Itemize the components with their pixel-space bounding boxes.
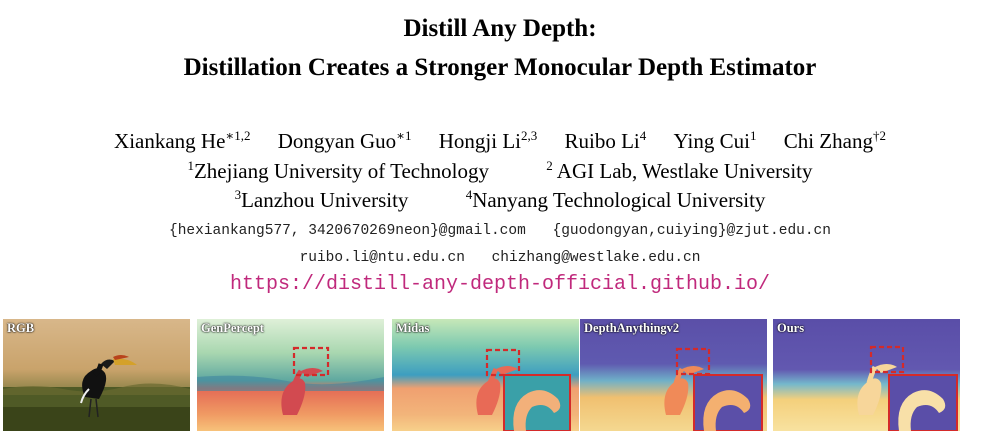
panel-label: RGB <box>7 321 35 335</box>
panel-label: Ours <box>777 321 805 335</box>
affiliation <box>546 158 812 184</box>
paper-title-line-1: Distill Any Depth: <box>403 15 597 42</box>
panel-label: GenPercept <box>201 321 264 335</box>
email-address[interactable]: {hexiankang577, 3420670269neon}@gmail.com <box>169 223 526 239</box>
affiliation-name: Zhejiang University of Technology <box>193 159 489 183</box>
affiliation-line-1 <box>0 158 1000 184</box>
affiliation-mark: 3 <box>234 187 242 202</box>
author-affiliation-mark: 2,3 <box>521 128 538 143</box>
affiliation-name: Nanyang Technological University <box>472 188 766 212</box>
panel-label: DepthAnythingv2 <box>584 321 680 335</box>
author-affiliation-mark: ∗1 <box>396 128 412 143</box>
author-affiliation-mark: †2 <box>872 128 886 143</box>
author-name: Ying Cui <box>673 129 750 153</box>
author-list <box>0 128 1000 154</box>
author-affiliation-mark: 4 <box>639 128 647 143</box>
affiliation <box>235 187 409 213</box>
affiliation-name: AGI Lab, Westlake University <box>552 159 813 183</box>
affiliation-mark: 1 <box>187 158 194 173</box>
affiliation-mark: 4 <box>465 187 473 202</box>
email-address[interactable]: chizhang@westlake.edu.cn <box>491 250 701 266</box>
paper-title-line-2: Distillation Creates a Stronger Monocular Depth Estimator <box>183 54 817 81</box>
author <box>565 128 647 154</box>
author <box>439 128 538 154</box>
email-line-1 <box>0 222 1000 240</box>
author <box>674 128 757 154</box>
author <box>784 128 886 154</box>
email-address[interactable]: {guodongyan,cuiying}@zjut.edu.cn <box>552 223 831 239</box>
author-name: Xiankang He <box>114 129 226 153</box>
author-affiliation-mark: ∗1,2 <box>225 128 251 143</box>
author-name: Ruibo Li <box>564 129 640 153</box>
figure-panel-genpercept <box>197 319 384 431</box>
affiliation <box>187 158 489 184</box>
affiliation <box>466 187 766 213</box>
project-url-link[interactable]: https://distill-any-depth-official.github.io/ <box>229 273 771 296</box>
author-name: Dongyan Guo <box>277 129 397 153</box>
affiliation-name: Lanzhou University <box>241 188 409 212</box>
author-name: Chi Zhang <box>783 129 873 153</box>
affiliation-line-2 <box>0 187 1000 213</box>
author-name: Hongji Li <box>438 129 522 153</box>
author <box>278 128 412 154</box>
affiliation-mark: 2 <box>546 158 553 173</box>
figure-panel-depthanythingv2 <box>580 319 767 431</box>
figure-panel-ours <box>773 319 960 431</box>
panel-label: Midas <box>396 321 430 335</box>
author-affiliation-mark: 1 <box>749 128 757 143</box>
email-line-2 <box>0 249 1000 267</box>
figure-panel-midas <box>392 319 579 431</box>
figure-panel-rgb <box>3 319 190 431</box>
email-address[interactable]: ruibo.li@ntu.edu.cn <box>299 250 465 266</box>
author <box>114 128 250 154</box>
